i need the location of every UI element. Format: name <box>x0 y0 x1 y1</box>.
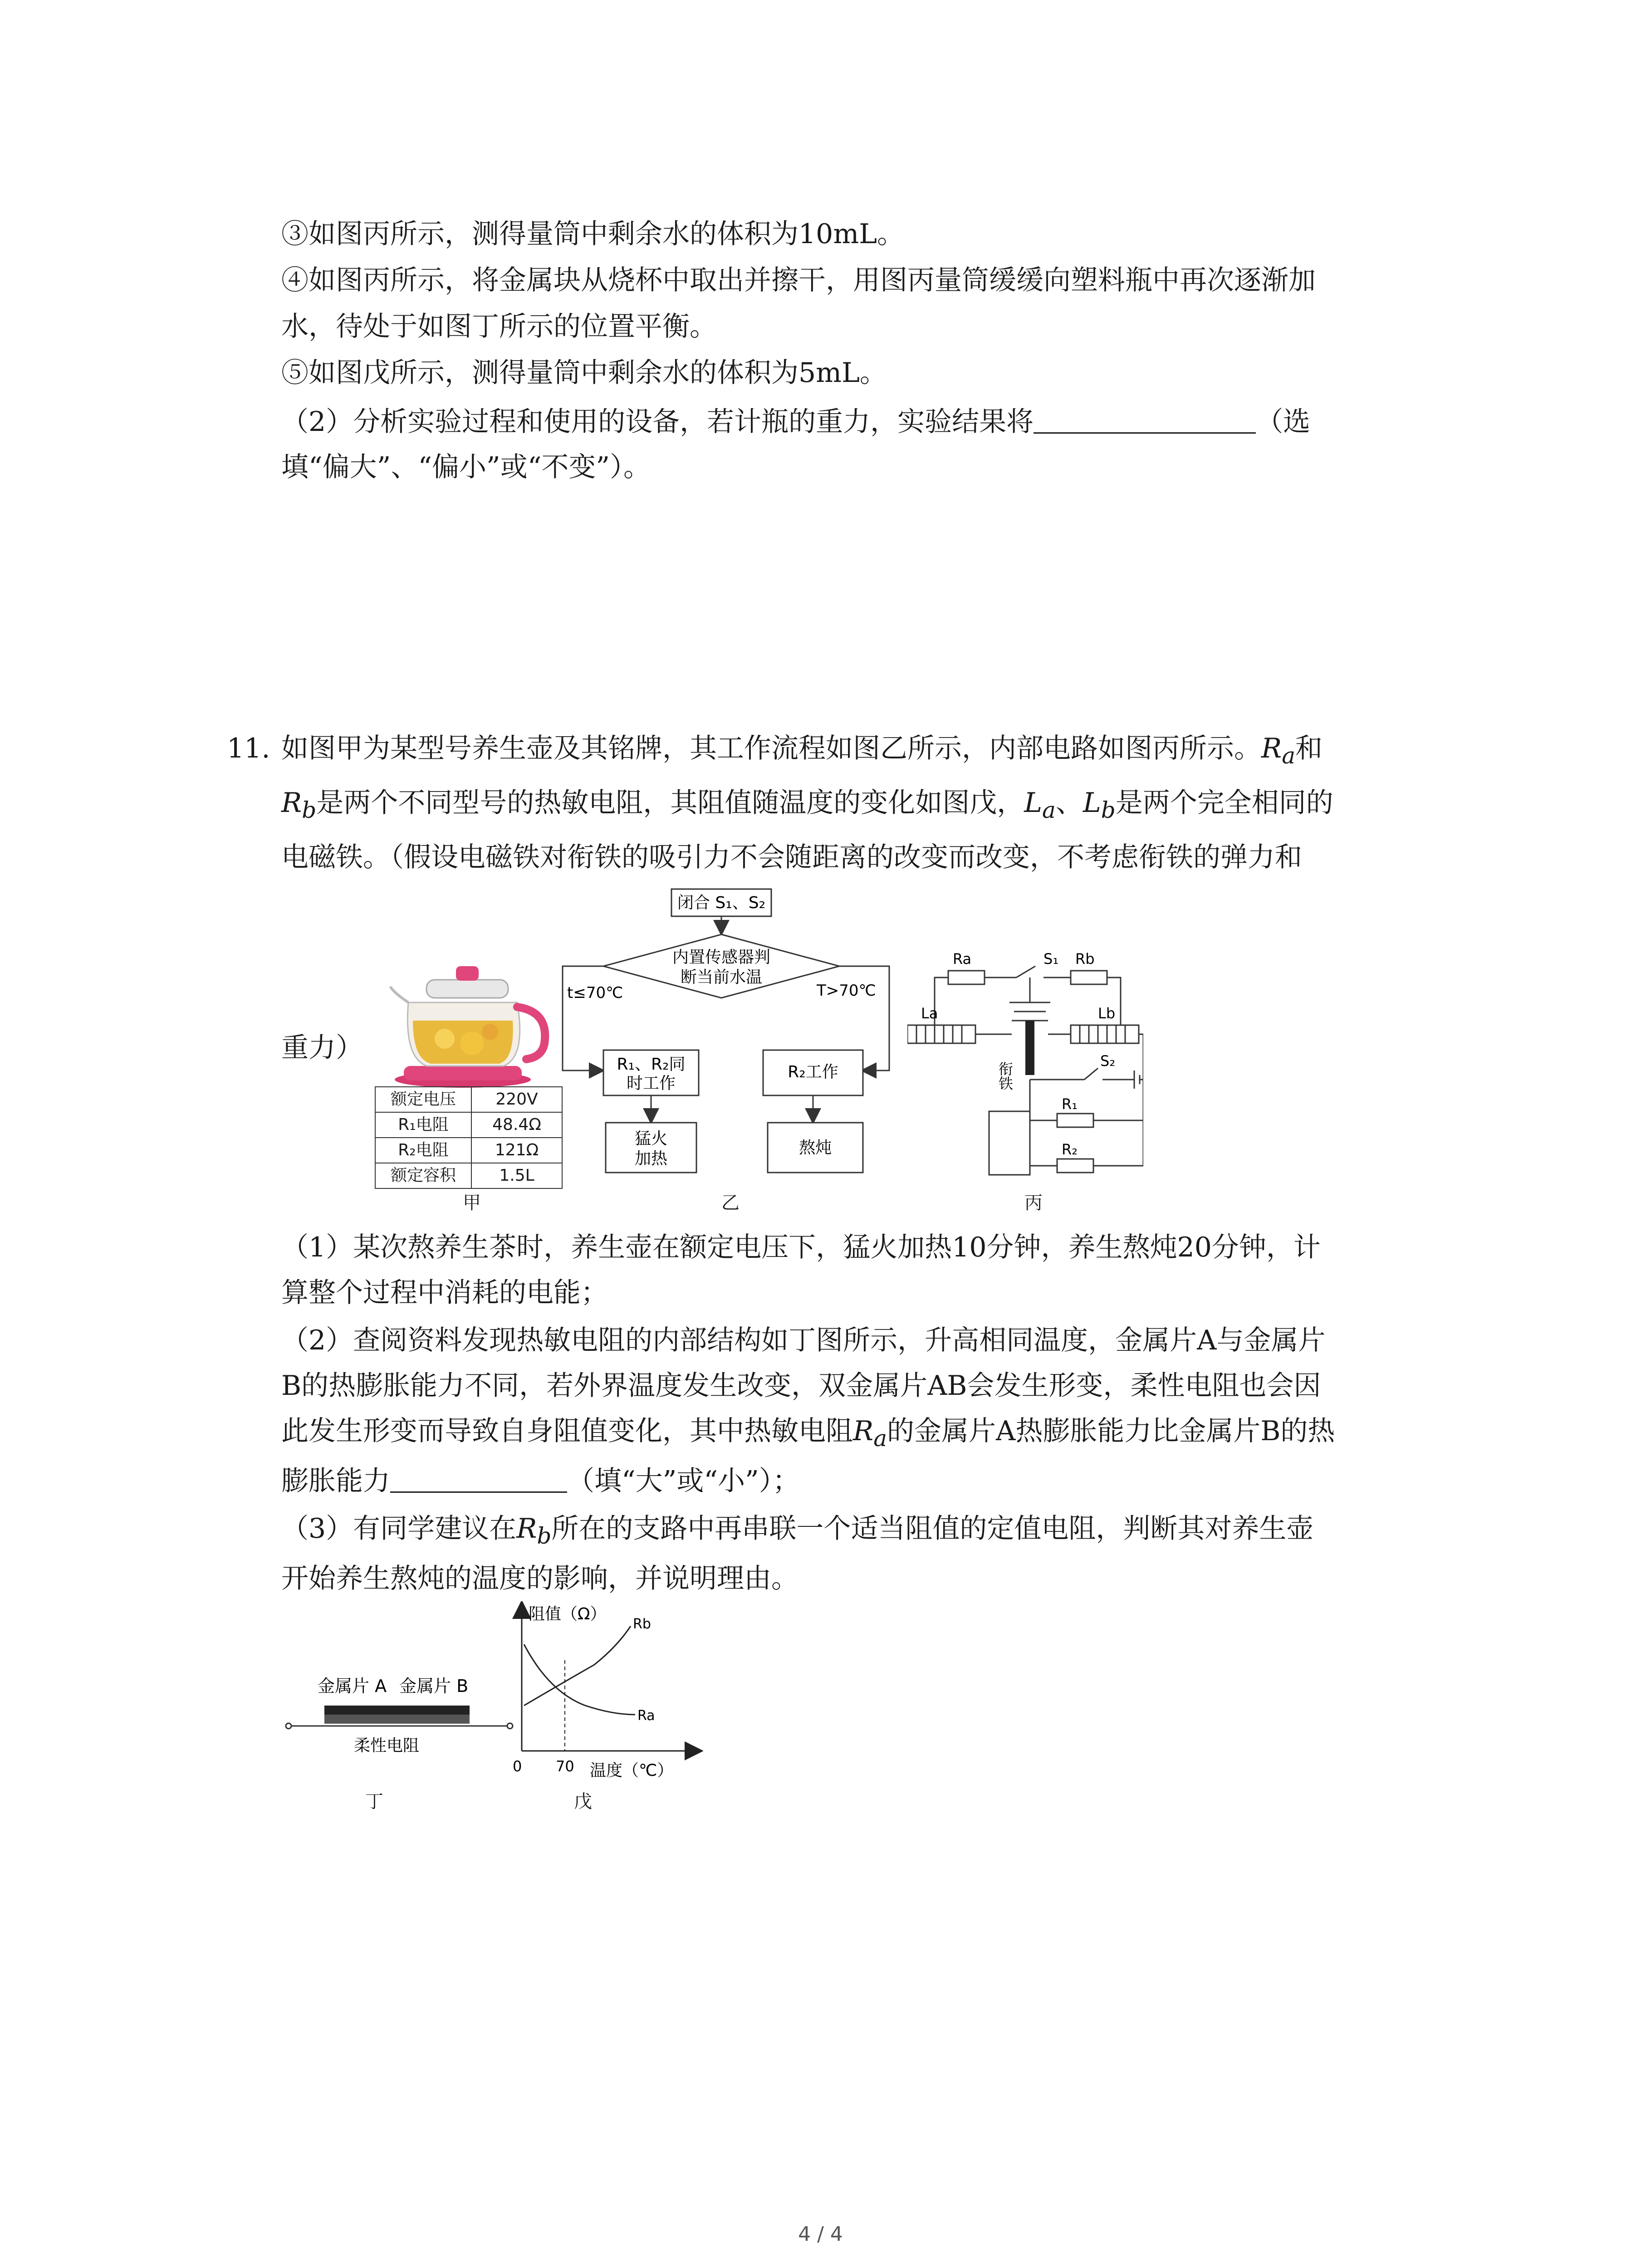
resistor-r1 <box>1057 1114 1093 1127</box>
nameplate-key: R₂电阻 <box>376 1138 472 1163</box>
text-step3: ③如图丙所示，测得量筒中剩余水的体积为10mL。 <box>281 218 905 250</box>
label-r1: R₁ <box>1062 1095 1078 1113</box>
ra-subscript-inline: a <box>873 1425 887 1452</box>
flow-box-right-text: R₂工作 <box>788 1063 838 1081</box>
lb-subscript: b <box>1101 797 1116 823</box>
caption-bing: 丙 <box>1024 1193 1043 1213</box>
resistor-r2 <box>1057 1159 1093 1173</box>
curve-ra <box>524 1644 635 1715</box>
kettle-figure <box>377 953 567 1089</box>
flow-box-left-line1: R₁、R₂同 <box>617 1055 686 1074</box>
label-ra: Ra <box>953 950 972 968</box>
circuit-diagram <box>907 939 1143 1193</box>
rb-symbol-inline: R <box>516 1513 537 1545</box>
lb-symbol: L <box>1083 787 1101 819</box>
metal-strip-a <box>324 1706 470 1715</box>
electromagnet-la <box>907 1025 975 1043</box>
q11-part1-b: 算整个过程中消耗的电能； <box>281 1277 608 1309</box>
flowchart <box>558 880 912 1188</box>
label-rb: Rb <box>1075 950 1095 968</box>
axis-origin: 0 <box>513 1758 522 1775</box>
label-metal-b: 金属片 B <box>399 1676 469 1696</box>
rb-subscript-inline: b <box>537 1523 552 1549</box>
q11-part2-d <box>281 1463 800 1499</box>
and-text: 和 <box>1295 733 1323 764</box>
label-lb: Lb <box>1098 1005 1116 1022</box>
metal-strip-b <box>324 1715 470 1724</box>
resistor-rb <box>1071 971 1107 984</box>
text-step4b: 水，待处于如图丁所示的位置平衡。 <box>281 311 717 342</box>
rb-symbol: R <box>281 787 302 819</box>
nameplate-key: 额定电压 <box>376 1087 472 1112</box>
q11-part2-d-pre: 膨胀能力 <box>281 1465 390 1497</box>
nameplate-value: 48.4Ω <box>492 1115 541 1134</box>
nameplate-row <box>376 1113 562 1138</box>
curve-rb <box>524 1626 631 1706</box>
rb-subscript: b <box>302 797 317 823</box>
q11-line1-text: 如图甲为某型号养生壶及其铭牌，其工作流程如图乙所示，内部电路如图丙所示。 <box>281 733 1261 764</box>
q11-line3: 电磁铁。（假设电磁铁对衔铁的吸引力不会随距离的改变而改变，不考虑衔铁的弹力和 <box>281 841 1302 873</box>
q11-part3-a <box>281 1510 1313 1554</box>
label-flex-resistor: 柔性电阻 <box>354 1736 420 1755</box>
q11-part2-b: B的热膨胀能力不同，若外界温度发生改变，双金属片AB会发生形变，柔性电阻也会因 <box>281 1370 1321 1402</box>
ra-subscript: a <box>1282 743 1295 769</box>
prev-q2a-pre: （2）分析实验过程和使用的设备，若计瓶的重力，实验结果将 <box>281 406 1034 438</box>
label-metal-a: 金属片 A <box>318 1676 387 1696</box>
nameplate-key: 额定容积 <box>376 1163 472 1188</box>
q11-line2 <box>281 785 1333 828</box>
axis-tick-70: 70 <box>556 1758 574 1775</box>
nameplate-value: 1.5L <box>499 1166 534 1185</box>
caption-jia: 甲 <box>463 1193 481 1213</box>
q11-line4: 重力） <box>281 1032 363 1064</box>
text-prev-q2b: 填“偏大”、“偏小”或“不变”）。 <box>281 451 651 483</box>
text-step5: ⑤如图戊所示，测得量筒中剩余水的体积为5mL。 <box>281 357 887 389</box>
flow-out-left-line1: 猛火 <box>634 1129 668 1148</box>
electromagnet-lb <box>1071 1025 1139 1043</box>
sep-text: 、 <box>1055 787 1083 819</box>
flow-right-condition: T>70℃ <box>817 982 876 1000</box>
nameplate-table <box>375 1086 563 1189</box>
flow-box-left-line2: 时工作 <box>626 1074 676 1093</box>
q11-part2-d-post: （填“大”或“小”）； <box>567 1465 800 1497</box>
nameplate-row <box>376 1138 562 1163</box>
relay-box <box>989 1111 1030 1175</box>
label-s1: S₁ <box>1043 950 1059 968</box>
resistor-ra <box>948 971 985 984</box>
ra-symbol: R <box>1261 733 1282 764</box>
label-la: La <box>921 1005 938 1022</box>
resistance-graph <box>504 1601 703 1783</box>
ra-symbol-inline: R <box>853 1415 874 1447</box>
flow-start-text: 闭合 S₁、S₂ <box>677 894 766 912</box>
prev-q2a-post: （选 <box>1256 406 1311 438</box>
nameplate-row <box>376 1163 562 1188</box>
label-armature: 衔铁 <box>996 1061 1014 1090</box>
q11-part2-c <box>281 1413 1335 1457</box>
axis-y-label: 阻值（Ω） <box>529 1605 607 1623</box>
curve-ra-label: Ra <box>637 1708 655 1724</box>
label-s2: S₂ <box>1100 1052 1116 1070</box>
label-r2: R₂ <box>1062 1141 1078 1158</box>
flow-left-condition: t≤70℃ <box>567 984 623 1002</box>
q11-part2-c-post: 的金属片A热膨胀能力比金属片B的热 <box>887 1415 1335 1447</box>
nameplate-key: R₁电阻 <box>376 1113 472 1137</box>
text-step4a: ④如图丙所示，将金属块从烧杯中取出并擦干，用图丙量筒缓缓向塑料瓶中再次逐渐加 <box>281 264 1316 296</box>
page-number: 4 / 4 <box>798 2223 843 2246</box>
q11-line2-text: 是两个不同型号的热敏电阻，其阻值随温度的变化如图戊， <box>316 787 1024 819</box>
q11-part2-c-pre: 此发生形变而导致自身阻值变化，其中热敏电阻 <box>281 1415 853 1447</box>
question-number: 11. <box>227 733 270 764</box>
q11-line2-end: 是两个完全相同的 <box>1115 787 1333 819</box>
q11-part3-a-post: 所在的支路中再串联一个适当阻值的定值电阻，判断其对养生壶 <box>551 1513 1314 1545</box>
nameplate-value: 220V <box>495 1090 538 1109</box>
answer-blank-1[interactable] <box>1034 405 1256 434</box>
flow-out-left-line2: 加热 <box>634 1149 668 1168</box>
flow-decision-line1: 内置传感器判 <box>672 948 771 967</box>
flow-out-right-text: 熬炖 <box>798 1139 832 1157</box>
bimetal-figure <box>281 1669 517 1783</box>
caption-wu: 戊 <box>574 1791 592 1812</box>
caption-ding: 丁 <box>365 1791 383 1812</box>
la-subscript: a <box>1042 797 1056 823</box>
nameplate-row <box>376 1087 562 1113</box>
axis-x-label: 温度（℃） <box>590 1761 674 1780</box>
text-prev-q2a <box>281 404 1310 440</box>
nameplate-value: 121Ω <box>495 1141 539 1159</box>
q11-part2-a: （2）查阅资料发现热敏电阻的内部结构如丁图所示，升高相同温度，金属片A与金属片 <box>281 1325 1326 1356</box>
q11-part1-a: （1）某次熬养生茶时，养生壶在额定电压下，猛火加热10分钟，养生熬炖20分钟，计 <box>281 1232 1321 1263</box>
q11-line1 <box>281 730 1323 774</box>
q11-part3-a-pre: （3）有同学建议在 <box>281 1513 517 1545</box>
answer-blank-2[interactable] <box>390 1464 567 1493</box>
flow-decision-line2: 断当前水温 <box>680 968 763 987</box>
curve-rb-label: Rb <box>633 1616 651 1632</box>
q11-part3-b: 开始养生熬炖的温度的影响，并说明理由。 <box>281 1563 798 1594</box>
la-symbol: L <box>1024 787 1043 819</box>
caption-yi: 乙 <box>721 1193 740 1213</box>
armature <box>1025 1021 1034 1075</box>
